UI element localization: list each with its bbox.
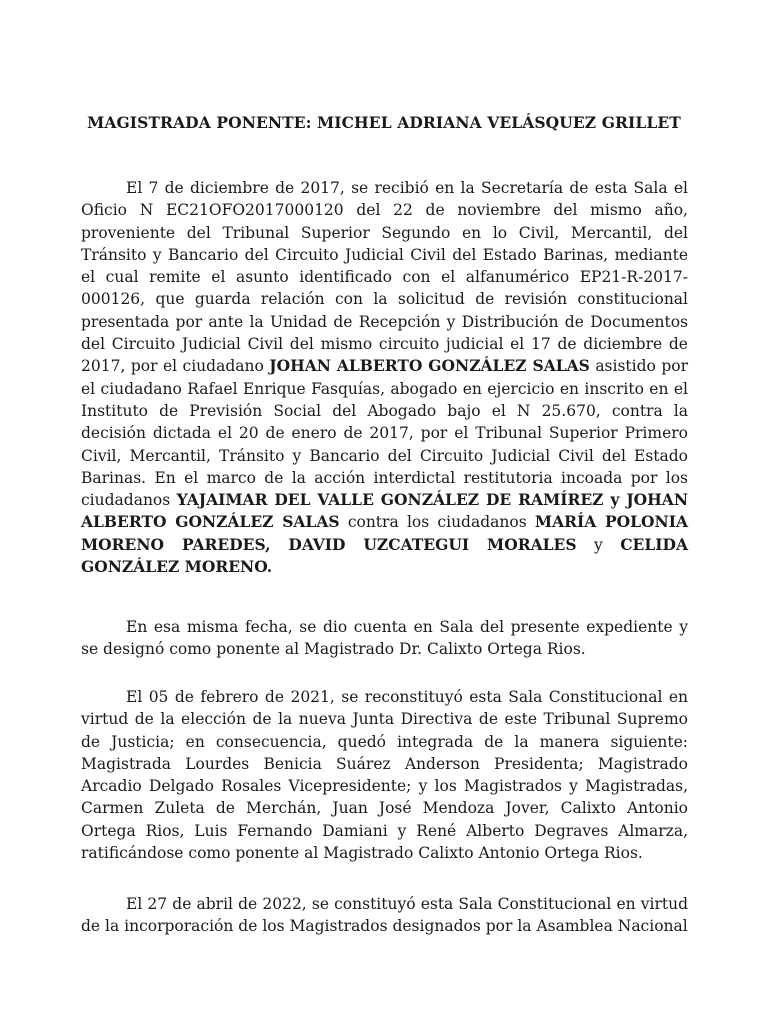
paragraph-2: En esa misma fecha, se dio cuenta en Sala del presente expediente y se designó como ponente al Magistrado Dr. Calixto Ortega Rios. (81, 618, 688, 659)
party-name-defendant-last: CELIDA GONZÁLEZ MORENO. (81, 534, 688, 577)
paragraph-1-contra: contra los ciudadanos (347, 513, 527, 532)
paragraph-1-conjunction: y (593, 535, 603, 554)
paragraph-4: El 27 de abril de 2022, se constituyó esta Sala Constitucional en virtud de la incorporación de los Magistrados designados por la Asamblea Nacional (81, 895, 688, 936)
party-name-petitioner: JOHAN ALBERTO GONZÁLEZ SALAS (269, 356, 590, 376)
document-heading: MAGISTRADA PONENTE: MICHEL ADRIANA VELÁSQUEZ GRILLET (87, 113, 681, 132)
party-names-plaintiffs: YAJAIMAR DEL VALLE GONZÁLEZ DE RAMÍREZ y JOHAN ALBERTO GONZÁLEZ SALAS (81, 490, 688, 532)
paragraph-3: El 05 de febrero de 2021, se reconstituyó esta Sala Constitucional en virtud de la elección de la nueva Junta Directiva de este Tribunal Supremo de Justicia; en consecuencia, quedó integrada de la manera siguiente: Magistrada Lourdes Benicia Suárez Anderson Presidenta; Magistrado Arcadio Delgado Rosales Vicepresidente; y los Magistrados y Magistradas, Carmen Zuleta de Merchán, Juan José Mendoza Jover, Calixto Antonio Ortega Rios, Luis Fernando Damiani y René Alberto Degraves Almarza, ratificándose como ponente al Magistrado Calixto Antonio Ortega Rios. (81, 688, 688, 863)
paragraph-1-intro: El 7 de diciembre de 2017, se recibió en la Secretaría de esta Sala el Oficio N EC21OFO2017000120 del 22 de noviembre del mismo año, proveniente del Tribunal Superior Segundo en lo Civil, Mercantil, del Tránsito y Bancario del Circuito Judicial Civil del Estado Barinas, mediante el cual remite el asunto identificado con el alfanumérico EP21-R-2017-000126, que guarda relación con la solicitud de revisión constitucional presentada por ante la Unidad de Recepción y Distribución de Documentos del Circuito Judicial Civil del mismo circuito judicial el 17 de diciembre de 2017, por el ciudadano (81, 179, 688, 376)
party-names-defendants: MARÍA POLONIA MORENO PAREDES, DAVID UZCATEGUI MORALES (81, 512, 688, 554)
paragraph-1-middle: asistido por el ciudadano Rafael Enrique Fasquías, abogado en ejercicio en inscrito en el Instituto de Previsión Social del Abogado bajo el N 25.670, contra la decisión dictada el 20 de enero de 2017, por el Tribunal Superior Primero Civil, Mercantil, Tránsito y Bancario del Circuito Judicial Civil del Estado Barinas. En el marco de la acción interdictal restitutoria incoada por los ciudadanos (81, 357, 688, 510)
paragraph-1 (81, 177, 688, 578)
